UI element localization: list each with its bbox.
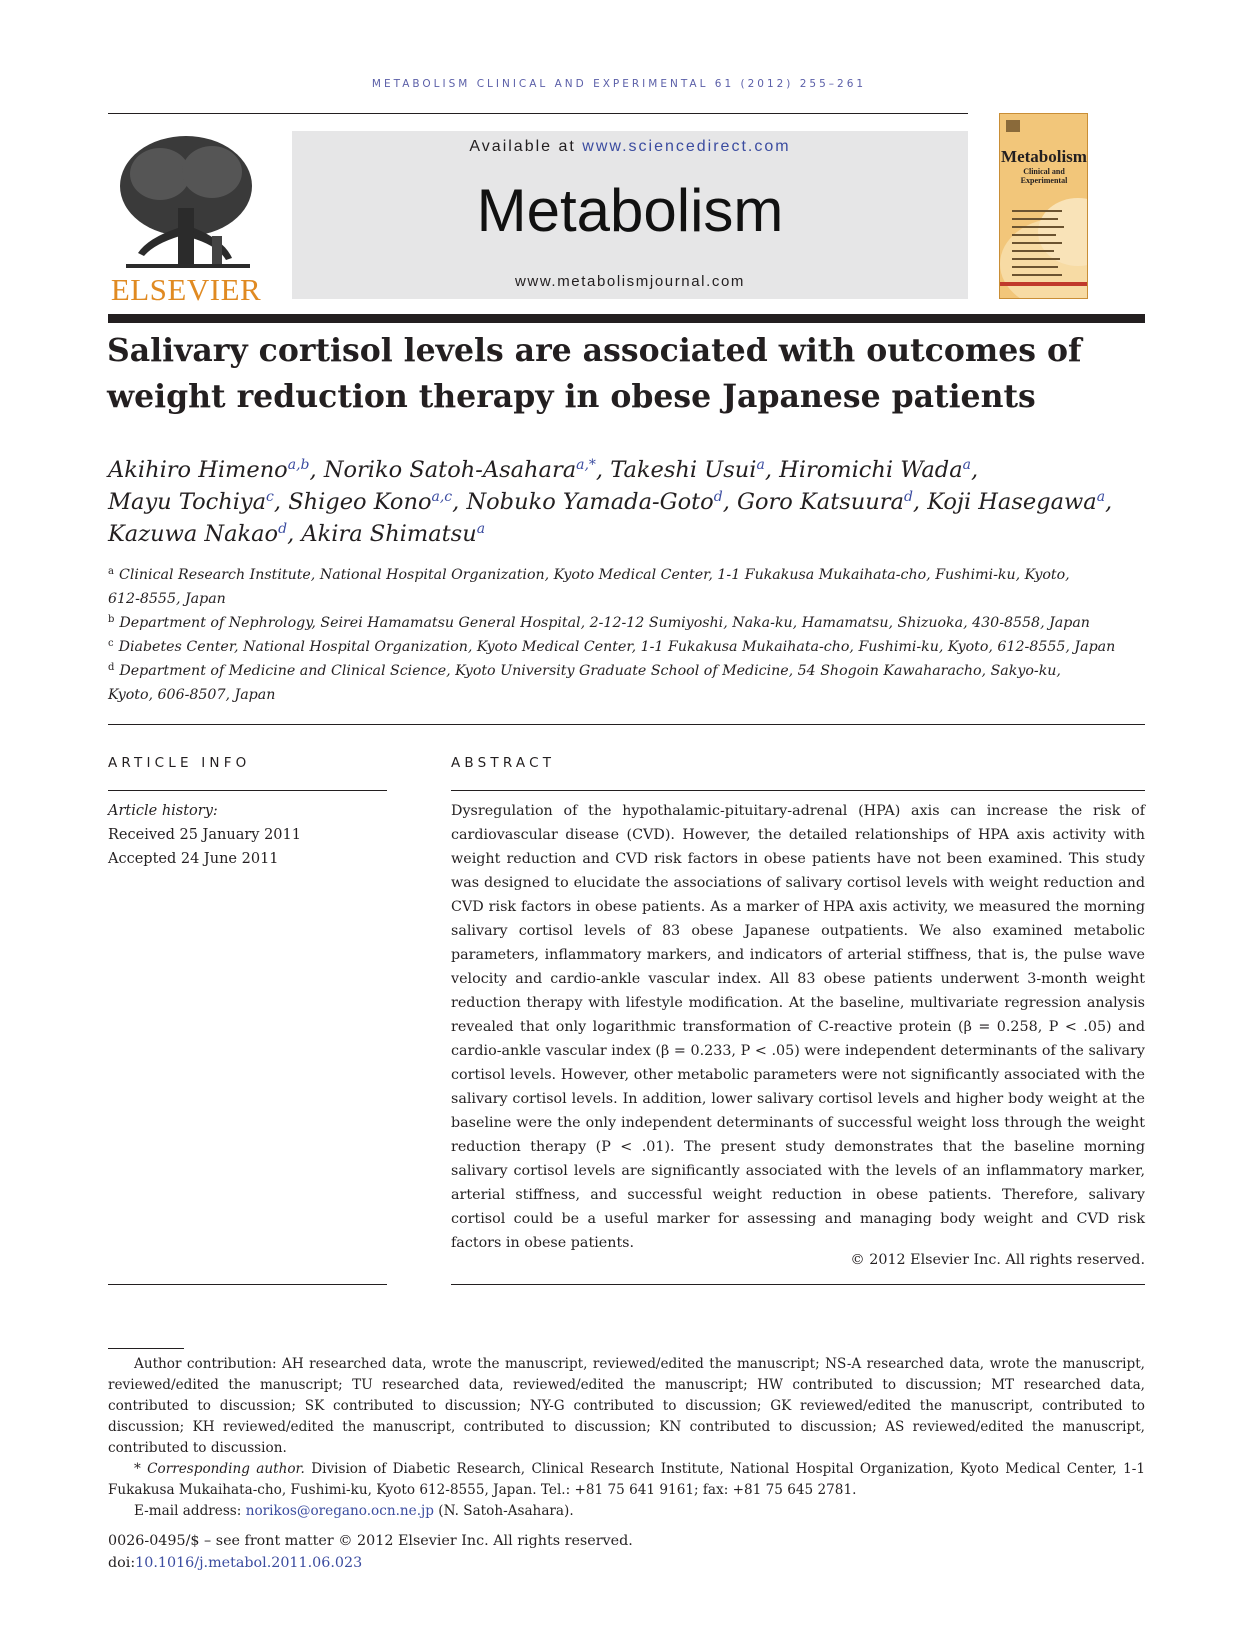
header-thick-rule [108, 314, 1145, 323]
affiliation-rule [108, 724, 1145, 725]
article-title: Salivary cortisol levels are associated with outcomes of weight reduction therapy in obese Japanese patients [107, 332, 1082, 415]
author-name: Akihiro Himeno [108, 457, 288, 483]
abstract-rule [451, 790, 1145, 791]
affiliation-a: $^a$ Clinical Research Institute, National Hospital Organization, Kyoto Medical Center, 1-1 Fukakusa Mukaihata-cho, Fushimi-ku, Kyoto, [108, 566, 1070, 583]
article-info-bottom-rule [108, 1284, 387, 1285]
author-affiliation-mark[interactable]: a,* [576, 457, 596, 473]
affiliation-d: $^d$ Department of Medicine and Clinical Science, Kyoto University Graduate School of Medicine, 54 Shogoin Kawaharacho, Sakyo-ku, [108, 662, 1061, 679]
history-label: Article history: [108, 803, 218, 819]
corresponding-author-note: * Corresponding author. Division of Diabetic Research, Clinical Research Institute, National Hospital Organization, Kyoto Medical Center, 1-1 Fukakusa Mukaihata-cho, Fushimi-ku, Kyoto 612-8555, Japan. Tel.: +81 75 641 9161; fax: +81 75 645 2781. [108, 1461, 1145, 1498]
cover-title: Metabolism [1001, 147, 1087, 166]
author-name: Goro Katsuura [737, 489, 904, 515]
abstract-text: Dysregulation of the hypothalamic-pituitary-adrenal (HPA) axis can increase the risk of cardiovascular disease (CVD). However, the detailed relationships of HPA axis activity with weight reduction and CVD risk factors in obese patients have not been examined. This study was designed to elucidate the associations of salivary cortisol levels with weight reduction and CVD risk factors in obese patients. As a marker of HPA axis activity, we measured the morning salivary cortisol levels of 83 obese Japanese outpatients. We also examined metabolic parameters, inflammatory markers, and indicators of arterial stiffness, that is, the pulse wave velocity and cardio-ankle vascular index. All 83 obese patients underwent 3-month weight reduction therapy with lifestyle modification. At the baseline, multivariate regression analysis revealed that only logarithmic transformation of C-reactive protein (β = 0.258, P < .05) and cardio-ankle vascular index (β = 0.233, P < .05) were independent determinants of the salivary cortisol levels. However, other metabolic parameters were not significantly associated with the salivary cortisol levels. In addition, lower salivary cortisol levels and higher body weight at the baseline were the only independent determinants of successful weight loss through the weight reduction therapy (P < .01). The present study demonstrates that the baseline morning salivary cortisol levels are significantly associated with the levels of an inflammatory marker, arterial stiffness, and successful weight reduction in obese patients. Therefore, salivary cortisol could be a useful marker for assessing and managing body weight and CVD risk factors in obese patients. [451, 803, 1145, 1251]
author-affiliation-mark[interactable]: a [1096, 489, 1106, 505]
cover-subtitle: Clinical and Experimental [1020, 167, 1068, 185]
front-matter-line: 0026-0495/$ – see front matter © 2012 Elsevier Inc. All rights reserved. [108, 1533, 633, 1549]
journal-cover-thumbnail [999, 113, 1088, 299]
author-name: Noriko Satoh-Asahara [323, 457, 577, 483]
affiliation-d-cont: Kyoto, 606-8507, Japan [108, 687, 276, 703]
email-link[interactable]: norikos@oregano.ocn.ne.jp [245, 1503, 434, 1519]
author-contribution-note: Author contribution: AH researched data, wrote the manuscript, reviewed/edited the manuscript; NS-A researched data, wrote the manuscript, reviewed/edited the manuscript; TU researched data, reviewed/edited the manuscript; HW contributed to discussion; MT researched data, contributed to discussion; SK contributed to discussion; NY-G contributed to discussion; GK reviewed/edited the manuscript, contributed to discussion; KH reviewed/edited the manuscript, contributed to discussion; KN contributed to discussion; AS reviewed/edited the manuscript, contributed to discussion. [108, 1356, 1145, 1456]
author-name: Shigeo Kono [288, 489, 432, 515]
author-affiliation-mark[interactable]: a,c [431, 489, 453, 505]
footnotes [108, 1354, 1145, 1522]
author-name: Mayu Tochiya [108, 489, 267, 515]
author-affiliation-mark[interactable]: a [476, 521, 486, 537]
elsevier-wordmark: ELSEVIER [110, 272, 262, 307]
doi-link[interactable]: 10.1016/j.metabol.2011.06.023 [135, 1555, 363, 1571]
journal-running-header: METABOLISM CLINICAL AND EXPERIMENTAL 61 (2012) 255–261 [371, 78, 867, 90]
author-name: Takeshi Usui [610, 457, 757, 483]
affiliation-list [108, 563, 1148, 707]
available-at-label: Available at [469, 138, 576, 155]
author-name: Kazuwa Nakao [108, 521, 279, 547]
author-name: Koji Hasegawa [927, 489, 1097, 515]
author-affiliation-mark[interactable]: d [713, 489, 723, 505]
doi-line: doi:10.1016/j.metabol.2011.06.023 [108, 1555, 363, 1571]
author-name: Hiromichi Wada [779, 457, 963, 483]
affiliation-a-cont: 612-8555, Japan [108, 591, 226, 607]
author-name: Akira Shimatsu [301, 521, 477, 547]
available-at-line [292, 138, 968, 156]
author-affiliation-mark[interactable]: d [903, 489, 913, 505]
affiliation-c: $^c$ Diabetes Center, National Hospital Organization, Kyoto Medical Center, 1-1 Fukakusa Mukaihata-cho, Fushimi-ku, Kyoto, 612-8555, Japan [108, 638, 1116, 655]
author-affiliation-mark[interactable]: a,b [287, 457, 310, 473]
accepted-date: Accepted 24 June 2011 [108, 851, 279, 867]
header-rule [108, 113, 968, 114]
issn-block [108, 1530, 908, 1574]
email-note: E-mail address: norikos@oregano.ocn.ne.jp (N. Satoh-Asahara). [134, 1503, 574, 1519]
article-info-rule [108, 790, 387, 791]
author-affiliation-mark[interactable]: d [278, 521, 288, 537]
journal-name: Metabolism [476, 177, 784, 244]
author-affiliation-mark[interactable]: a [962, 457, 971, 473]
author-affiliation-mark[interactable]: a [756, 457, 765, 473]
journal-url[interactable]: www.metabolismjournal.com [514, 273, 746, 290]
author-affiliation-mark[interactable]: c [266, 489, 274, 505]
abstract-copyright: © 2012 Elsevier Inc. All rights reserved. [850, 1252, 1145, 1268]
cover-art [1000, 114, 1088, 299]
abstract-heading: ABSTRACT [451, 755, 556, 771]
abstract-bottom-rule [451, 1284, 1145, 1285]
author-name: Nobuko Yamada-Goto [466, 489, 714, 515]
sciencedirect-link[interactable]: www.sciencedirect.com [582, 138, 791, 155]
affiliation-b: $^b$ Department of Nephrology, Seirei Hamamatsu General Hospital, 2-12-12 Sumiyoshi, Naka-ku, Hamamatsu, Shizuoka, 430-8558, Japan [108, 614, 1090, 631]
article-history [108, 799, 398, 871]
article-info-heading: ARTICLE INFO [108, 755, 251, 771]
received-date: Received 25 January 2011 [108, 827, 301, 843]
author-list: Akihiro Himeno$^{a,b}$, Noriko Satoh-Asahara$^{a,*}$, Takeshi Usui$^a$, Hiromichi Wada$^a$, Mayu Tochiya$^c$, Shigeo Kono$^{a,c}$, Nobuko Yamada-Goto$^d$, Goro Katsuura$^d$, Koji Hasegawa$^a$, Kazuwa Nakao$^d$, Akira Shimatsu$^a$ [108, 457, 1113, 547]
footnote-rule [108, 1348, 184, 1349]
